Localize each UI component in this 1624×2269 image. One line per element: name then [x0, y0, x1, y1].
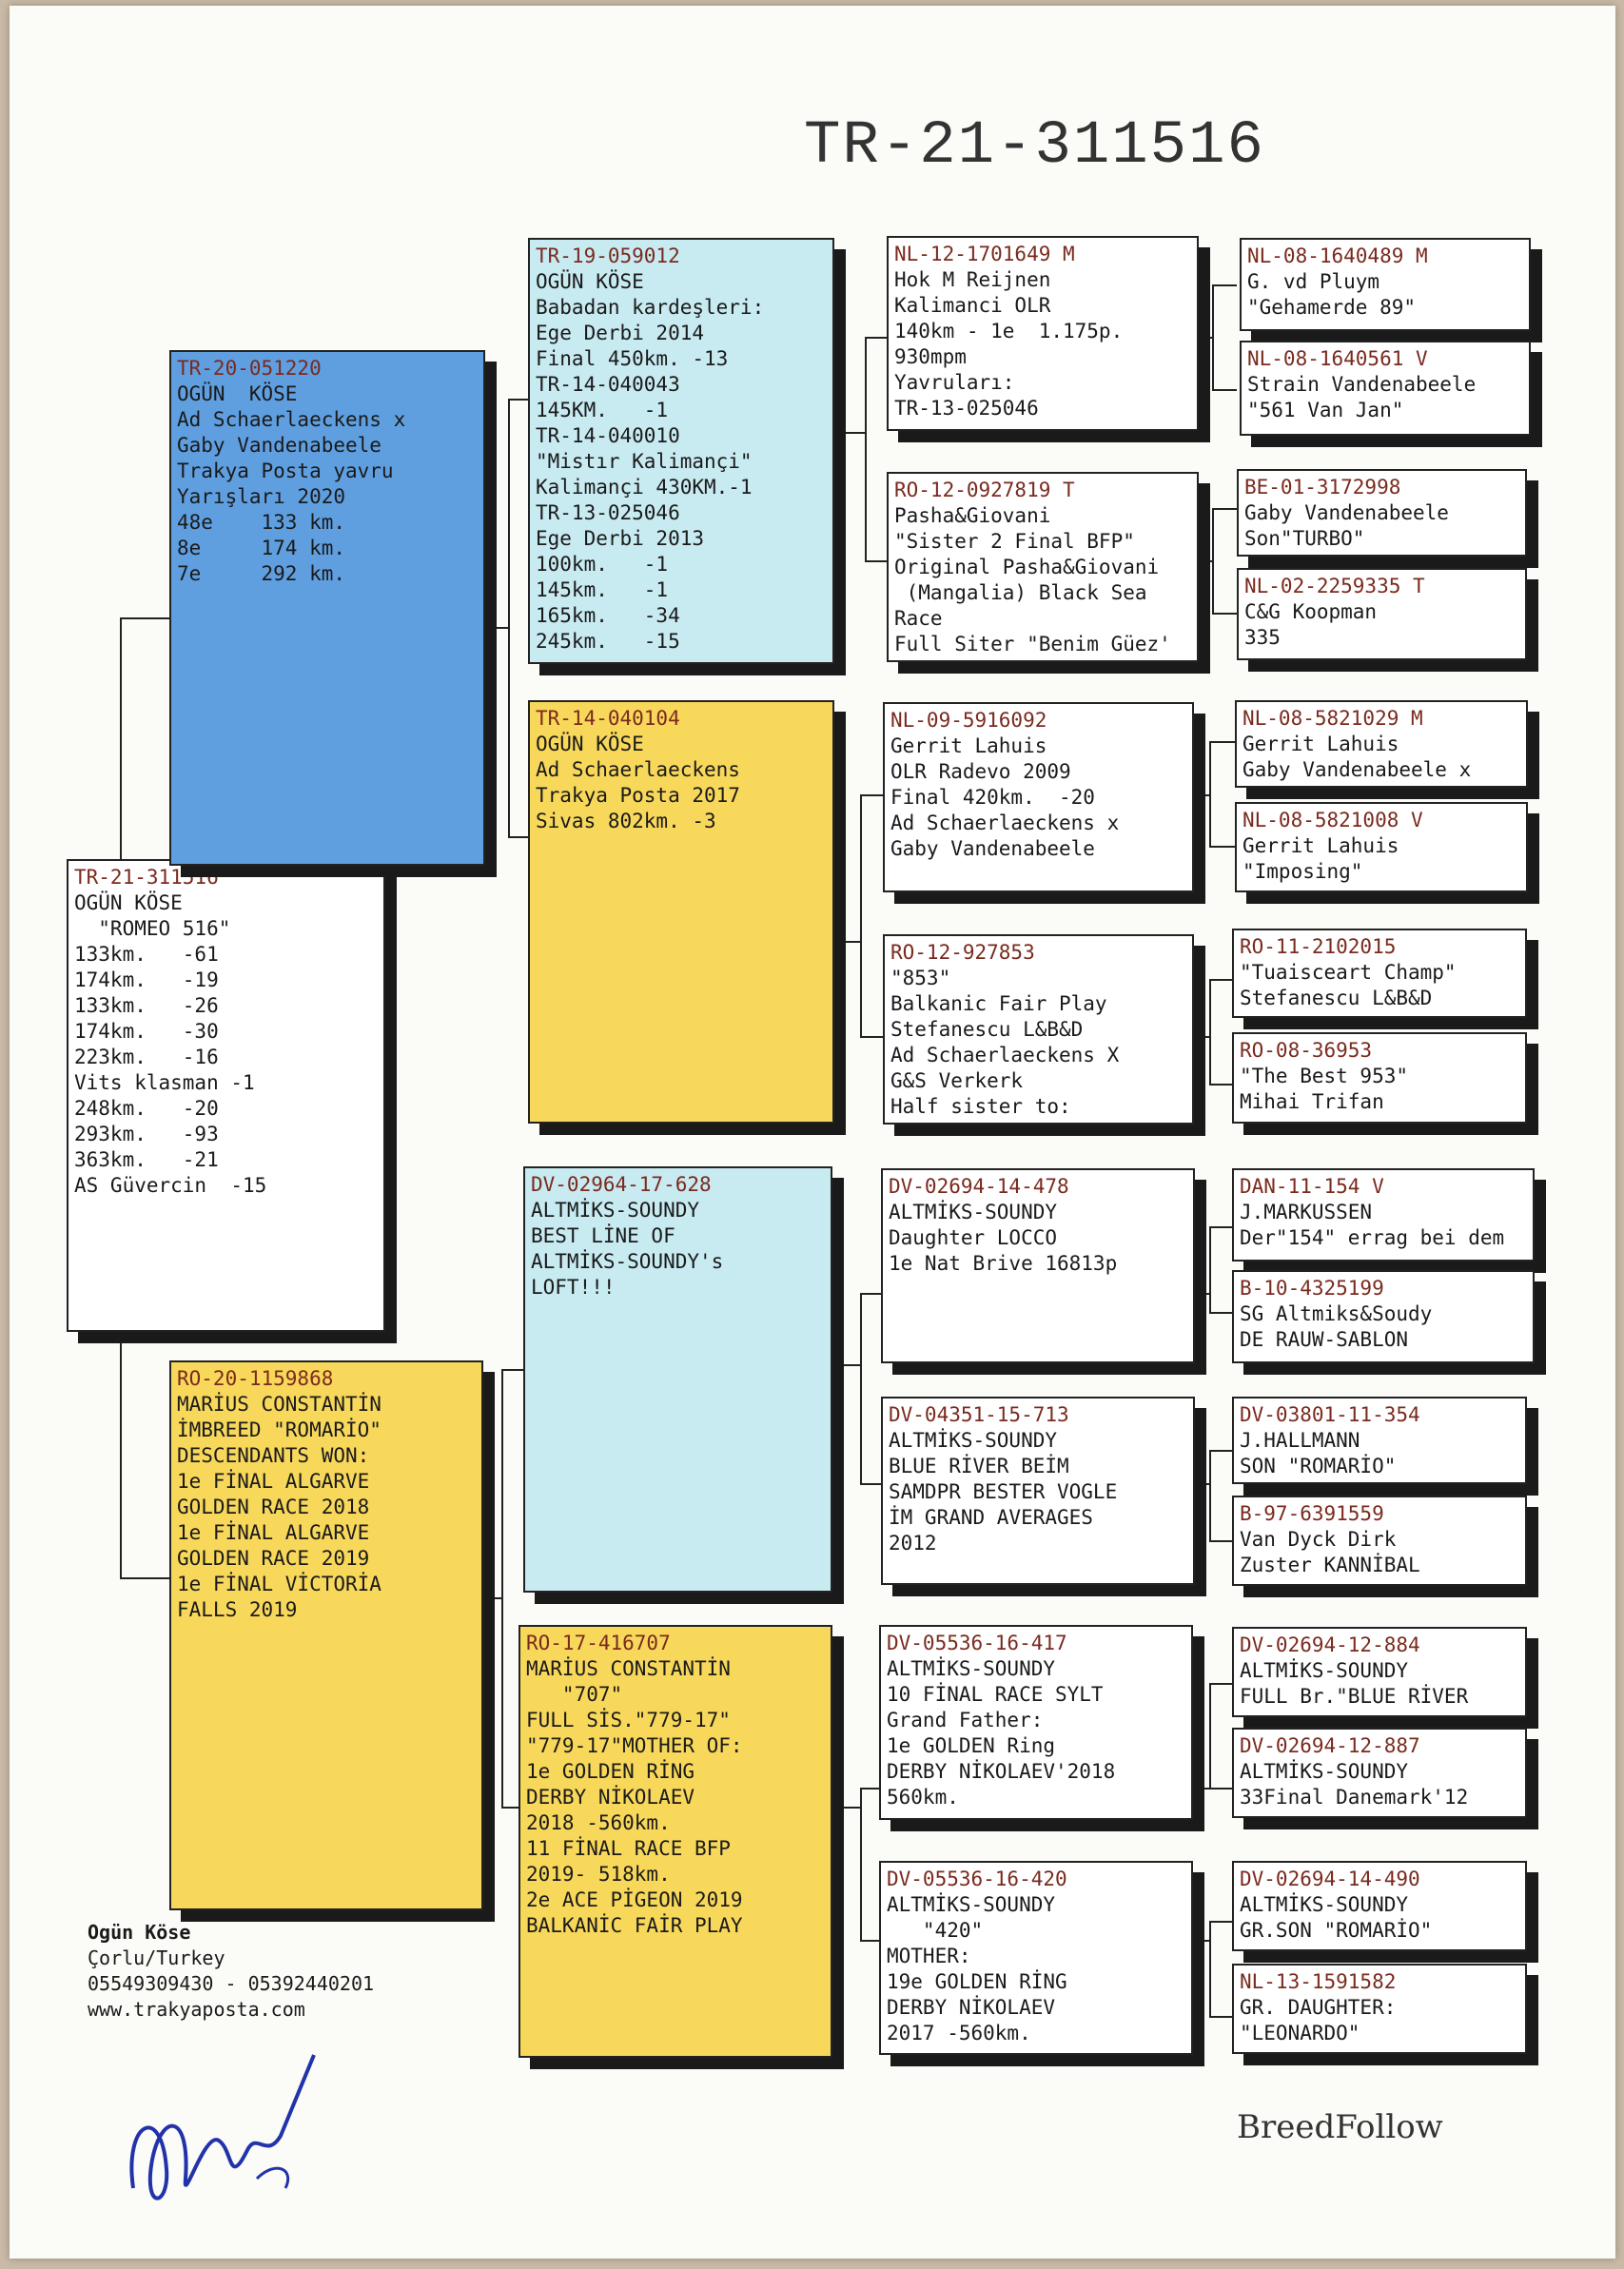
- pedigree-line: Sivas 802km. -3: [536, 810, 716, 832]
- ring-id: NL-08-1640489 M: [1247, 245, 1428, 267]
- pedigree-line: "Imposing": [1242, 860, 1363, 883]
- ring-id: NL-08-5821029 M: [1242, 707, 1423, 730]
- g3-box: [1235, 700, 1528, 788]
- ring-id: TR-14-040104: [536, 707, 680, 730]
- g3-box: [1232, 1032, 1527, 1124]
- pedigree-line: Original Pasha&Giovani: [894, 556, 1160, 578]
- pedigree-line: GOLDEN RACE 2018: [177, 1496, 370, 1518]
- pedigree-line: 11 FİNAL RACE BFP: [526, 1837, 731, 1860]
- pedigree-line: Grand Father:: [887, 1709, 1044, 1731]
- pedigree-line: 174km. -30: [74, 1020, 219, 1043]
- pedigree-line: Hok M Reijnen: [894, 268, 1051, 291]
- pedigree-line: "707": [526, 1683, 623, 1706]
- pedigree-line: 1e FİNAL ALGARVE: [177, 1470, 370, 1493]
- pedigree-line: 1e Nat Brive 16813p: [889, 1252, 1118, 1275]
- pedigree-line: DERBY NİKOLAEV: [887, 1996, 1056, 2019]
- pedigree-line: AS Güvercin -15: [74, 1174, 267, 1197]
- pedigree-line: Trakya Posta 2017: [536, 784, 740, 807]
- pedigree-line: Strain Vandenabeele: [1247, 373, 1477, 396]
- pedigree-line: 930mpm: [894, 345, 967, 368]
- ring-id: DV-02964-17-628: [531, 1173, 712, 1196]
- pedigree-line: 10 FİNAL RACE SYLT: [887, 1683, 1104, 1706]
- pedigree-line: 1e FİNAL ALGARVE: [177, 1521, 370, 1544]
- pedigree-line: 100km. -1: [536, 553, 669, 576]
- grandparent-box: [528, 238, 834, 664]
- pedigree-line: İM GRAND AVERAGES: [889, 1506, 1093, 1529]
- breeder-phones: 05549309430 - 05392440201: [88, 1972, 375, 1995]
- pedigree-line: LOFT!!!: [531, 1276, 616, 1299]
- ring-number-title: TR-21-311516: [804, 112, 1265, 181]
- pedigree-line: FULL Br."BLUE RİVER: [1240, 1685, 1469, 1708]
- pedigree-line: 293km. -93: [74, 1123, 219, 1145]
- pedigree-line: DE RAUW-SABLON: [1240, 1328, 1409, 1351]
- pedigree-line: DERBY NİKOLAEV'2018: [887, 1760, 1116, 1783]
- ring-id: BE-01-3172998: [1244, 476, 1401, 499]
- ring-id: RO-11-2102015: [1240, 935, 1397, 958]
- pedigree-line: ALTMİKS-SOUNDY: [889, 1429, 1058, 1452]
- pedigree-line: 363km. -21: [74, 1148, 219, 1171]
- g3-box: [1240, 341, 1531, 436]
- pedigree-line: 133km. -26: [74, 994, 219, 1017]
- ring-id: DV-02694-14-478: [889, 1175, 1069, 1198]
- sire-box: [169, 350, 485, 866]
- pedigree-line: ALTMİKS-SOUNDY: [531, 1199, 700, 1222]
- pedigree-line: 19e GOLDEN RİNG: [887, 1970, 1067, 1993]
- pedigree-line: Pasha&Giovani: [894, 504, 1051, 527]
- pedigree-line: GR. DAUGHTER:: [1240, 1996, 1397, 2019]
- ring-id: RO-12-0927819 T: [894, 479, 1075, 501]
- ring-id: NL-08-5821008 V: [1242, 809, 1423, 831]
- pedigree-line: SG Altmiks&Soudy: [1240, 1302, 1433, 1325]
- pedigree-line: GOLDEN RACE 2019: [177, 1547, 370, 1570]
- pedigree-line: Ege Derbi 2013: [536, 527, 705, 550]
- breeder-location: Çorlu/Turkey: [88, 1946, 225, 1969]
- g3-box: [1235, 802, 1528, 892]
- pedigree-line: 133km. -61: [74, 943, 219, 966]
- pedigree-line: 2018 -560km.: [526, 1811, 671, 1834]
- great-grandparent-box: [879, 1625, 1193, 1820]
- pedigree-line: Gaby Vandenabeele x: [1242, 758, 1472, 781]
- signature: [114, 2045, 333, 2226]
- pedigree-line: Race: [894, 607, 943, 630]
- pedigree-line: G&S Verkerk: [890, 1069, 1024, 1092]
- pedigree-line: Yarışları 2020: [177, 485, 346, 508]
- pedigree-line: "Tuaisceart Champ": [1240, 961, 1457, 984]
- pedigree-line: J.HALLMANN: [1240, 1429, 1360, 1452]
- ring-id: NL-02-2259335 T: [1244, 575, 1425, 597]
- pedigree-line: FALLS 2019: [177, 1598, 298, 1621]
- pedigree-line: TR-13-025046: [894, 397, 1039, 420]
- ring-id: DV-05536-16-417: [887, 1632, 1067, 1654]
- ring-id: RO-17-416707: [526, 1632, 671, 1654]
- breeder-contact: [88, 1920, 374, 2023]
- subject-box: [67, 859, 385, 1332]
- ring-id: DV-03801-11-354: [1240, 1403, 1420, 1426]
- pedigree-line: ALTMİKS-SOUNDY: [1240, 1659, 1409, 1682]
- pedigree-line: BLUE RİVER BEİM: [889, 1455, 1069, 1477]
- ring-id: B-97-6391559: [1240, 1502, 1384, 1525]
- pedigree-line: MARİUS CONSTANTİN: [526, 1657, 731, 1680]
- pedigree-line: "Gehamerde 89": [1247, 296, 1417, 319]
- grandparent-box: [519, 1625, 832, 2058]
- pedigree-line: 2e ACE PİGEON 2019: [526, 1888, 743, 1911]
- great-grandparent-box: [887, 236, 1199, 431]
- pedigree-line: TR-13-025046: [536, 501, 680, 524]
- pedigree-line: 145KM. -1: [536, 399, 669, 421]
- g3-box: [1232, 1728, 1527, 1818]
- pedigree-line: Ad Schaerlaeckens X: [890, 1044, 1120, 1066]
- pedigree-line: 560km.: [887, 1786, 959, 1809]
- great-grandparent-box: [881, 1168, 1195, 1363]
- ring-id: DV-02694-12-884: [1240, 1633, 1420, 1656]
- ring-id: DV-05536-16-420: [887, 1868, 1067, 1890]
- pedigree-line: Trakya Posta yavru: [177, 460, 394, 482]
- brand-logo: BreedFollow: [1237, 2108, 1443, 2146]
- pedigree-line: Kalimanci OLR: [894, 294, 1051, 317]
- pedigree-line: Der"154" errag bei dem: [1240, 1226, 1505, 1249]
- ring-id: NL-13-1591582: [1240, 1970, 1397, 1993]
- pedigree-line: Zuster KANNİBAL: [1240, 1554, 1420, 1576]
- pedigree-line: Final 420km. -20: [890, 786, 1095, 809]
- pedigree-line: OGÜN KÖSE: [177, 382, 298, 405]
- pedigree-line: Daughter LOCCO: [889, 1226, 1058, 1249]
- pedigree-line: 145km. -1: [536, 578, 669, 601]
- ring-id: NL-12-1701649 M: [894, 243, 1075, 265]
- pedigree-line: Son"TURBO": [1244, 527, 1365, 550]
- pedigree-line: İMBREED "ROMARİO": [177, 1418, 382, 1441]
- g3-box: [1232, 1168, 1535, 1262]
- ring-id: B-10-4325199: [1240, 1277, 1384, 1300]
- pedigree-line: Stefanescu L&B&D: [1240, 987, 1433, 1009]
- ring-id: NL-08-1640561 V: [1247, 347, 1428, 370]
- pedigree-line: 140km - 1e 1.175p.: [894, 320, 1124, 342]
- g3-box: [1237, 469, 1527, 557]
- pedigree-line: Gerrit Lahuis: [1242, 733, 1399, 755]
- pedigree-line: DERBY NİKOLAEV: [526, 1786, 695, 1809]
- pedigree-line: Van Dyck Dirk: [1240, 1528, 1397, 1551]
- breeder-name: Ogün Köse: [88, 1921, 191, 1944]
- pedigree-line: Gaby Vandenabeele: [1244, 501, 1449, 524]
- pedigree-line: "561 Van Jan": [1247, 399, 1404, 421]
- ring-id: TR-21-311516: [74, 866, 219, 889]
- pedigree-line: 1e GOLDEN Ring: [887, 1734, 1056, 1757]
- ring-id: RO-20-1159868: [177, 1367, 334, 1390]
- ring-id: RO-08-36953: [1240, 1039, 1373, 1062]
- g3-box: [1232, 1861, 1527, 1951]
- pedigree-line: 165km. -34: [536, 604, 680, 627]
- pedigree-line: Full Siter "Benim Güez': [894, 633, 1171, 655]
- g3-box: [1232, 1964, 1527, 2054]
- grandparent-box: [528, 700, 834, 1124]
- pedigree-line: Ad Schaerlaeckens x: [177, 408, 406, 431]
- pedigree-line: ALTMİKS-SOUNDY: [887, 1893, 1056, 1916]
- pedigree-line: 245km. -15: [536, 630, 680, 653]
- pedigree-line: 1e GOLDEN RİNG: [526, 1760, 695, 1783]
- pedigree-line: "420": [887, 1919, 984, 1942]
- grandparent-box: [523, 1166, 832, 1593]
- ring-id: DAN-11-154 V: [1240, 1175, 1384, 1198]
- pedigree-line: Babadan kardeşleri:: [536, 296, 765, 319]
- great-grandparent-box: [887, 472, 1199, 662]
- pedigree-line: 1e FİNAL VİCTORİA: [177, 1573, 382, 1595]
- g3-box: [1240, 238, 1531, 331]
- pedigree-line: "ROMEO 516": [74, 917, 231, 940]
- pedigree-line: 48e 133 km.: [177, 511, 346, 534]
- pedigree-line: "LEONARDO": [1240, 2022, 1360, 2044]
- breeder-website[interactable]: www.trakyaposta.com: [88, 1998, 305, 2021]
- pedigree-line: "The Best 953": [1240, 1065, 1409, 1087]
- pedigree-line: BALKANİC FAİR PLAY: [526, 1914, 743, 1937]
- pedigree-line: Vits klasman -1: [74, 1071, 255, 1094]
- g3-box: [1237, 568, 1527, 660]
- pedigree-line: J.MARKUSSEN: [1240, 1201, 1373, 1223]
- pedigree-line: ALTMİKS-SOUNDY's: [531, 1250, 724, 1273]
- pedigree-line: Ad Schaerlaeckens x: [890, 812, 1120, 834]
- pedigree-line: Ad Schaerlaeckens: [536, 758, 740, 781]
- ring-id: NL-09-5916092: [890, 709, 1047, 732]
- pedigree-line: ALTMİKS-SOUNDY: [1240, 1760, 1409, 1783]
- pedigree-line: Gerrit Lahuis: [890, 734, 1047, 757]
- pedigree-line: C&G Koopman: [1244, 600, 1378, 623]
- dam-box: [169, 1360, 483, 1910]
- ring-id: DV-02694-14-490: [1240, 1868, 1420, 1890]
- pedigree-line: (Mangalia) Black Sea: [894, 581, 1147, 604]
- ring-id: DV-02694-12-887: [1240, 1734, 1420, 1757]
- pedigree-line: "779-17"MOTHER OF:: [526, 1734, 743, 1757]
- pedigree-line: Final 450km. -13: [536, 347, 729, 370]
- g3-box: [1232, 929, 1527, 1018]
- g3-box: [1232, 1397, 1527, 1484]
- pedigree-line: OLR Radevo 2009: [890, 760, 1071, 783]
- pedigree-line: OGÜN KÖSE: [74, 891, 183, 914]
- pedigree-line: OGÜN KÖSE: [536, 270, 644, 293]
- ring-id: DV-04351-15-713: [889, 1403, 1069, 1426]
- pedigree-line: G. vd Pluym: [1247, 270, 1380, 293]
- pedigree-line: 33Final Danemark'12: [1240, 1786, 1469, 1809]
- pedigree-line: 174km. -19: [74, 968, 219, 991]
- g3-box: [1232, 1496, 1527, 1586]
- pedigree-line: TR-14-040010: [536, 424, 680, 447]
- ring-id: TR-20-051220: [177, 357, 322, 380]
- pedigree-line: Gerrit Lahuis: [1242, 834, 1399, 857]
- pedigree-line: Gaby Vandenabeele: [890, 837, 1095, 860]
- pedigree-line: SAMDPR BESTER VOGLE: [889, 1480, 1118, 1503]
- pedigree-line: Kalimançi 430KM.-1: [536, 476, 753, 499]
- pedigree-line: 2017 -560km.: [887, 2022, 1031, 2044]
- pedigree-line: ALTMİKS-SOUNDY: [889, 1201, 1058, 1223]
- pedigree-line: 7e 292 km.: [177, 562, 346, 585]
- pedigree-line: 248km. -20: [74, 1097, 219, 1120]
- pedigree-line: Stefanescu L&B&D: [890, 1018, 1084, 1041]
- pedigree-line: TR-14-040043: [536, 373, 680, 396]
- pedigree-line: Mihai Trifan: [1240, 1090, 1384, 1113]
- great-grandparent-box: [879, 1861, 1193, 2055]
- pedigree-line: Balkanic Fair Play: [890, 992, 1107, 1015]
- pedigree-line: Yavruları:: [894, 371, 1015, 394]
- pedigree-line: ALTMİKS-SOUNDY: [887, 1657, 1056, 1680]
- ring-id: TR-19-059012: [536, 245, 680, 267]
- g3-box: [1232, 1627, 1527, 1717]
- pedigree-line: FULL SİS."779-17": [526, 1709, 731, 1731]
- pedigree-line: DESCENDANTS WON:: [177, 1444, 370, 1467]
- great-grandparent-box: [883, 934, 1194, 1125]
- pedigree-line: MARİUS CONSTANTİN: [177, 1393, 382, 1416]
- pedigree-line: "Sister 2 Final BFP": [894, 530, 1135, 553]
- pedigree-line: 2019- 518km.: [526, 1863, 671, 1886]
- pedigree-line: "Mistır Kalimançi": [536, 450, 753, 473]
- pedigree-line: 223km. -16: [74, 1046, 219, 1068]
- g3-box: [1232, 1270, 1535, 1363]
- ring-id: RO-12-927853: [890, 941, 1035, 964]
- pedigree-line: 8e 174 km.: [177, 537, 346, 559]
- pedigree-line: Ege Derbi 2014: [536, 322, 705, 344]
- pedigree-line: 2012: [889, 1532, 937, 1555]
- pedigree-line: Gaby Vandenabeele: [177, 434, 382, 457]
- pedigree-line: "853": [890, 967, 951, 989]
- great-grandparent-box: [883, 702, 1194, 892]
- pedigree-line: ALTMİKS-SOUNDY: [1240, 1893, 1409, 1916]
- pedigree-line: MOTHER:: [887, 1945, 971, 1967]
- pedigree-line: Half sister to:: [890, 1095, 1071, 1118]
- pedigree-line: BEST LİNE OF: [531, 1224, 675, 1247]
- pedigree-line: OGÜN KÖSE: [536, 733, 644, 755]
- pedigree-line: 335: [1244, 626, 1281, 649]
- pedigree-line: SON "ROMARİO": [1240, 1455, 1397, 1477]
- pedigree-line: GR.SON "ROMARİO": [1240, 1919, 1433, 1942]
- great-grandparent-box: [881, 1397, 1195, 1585]
